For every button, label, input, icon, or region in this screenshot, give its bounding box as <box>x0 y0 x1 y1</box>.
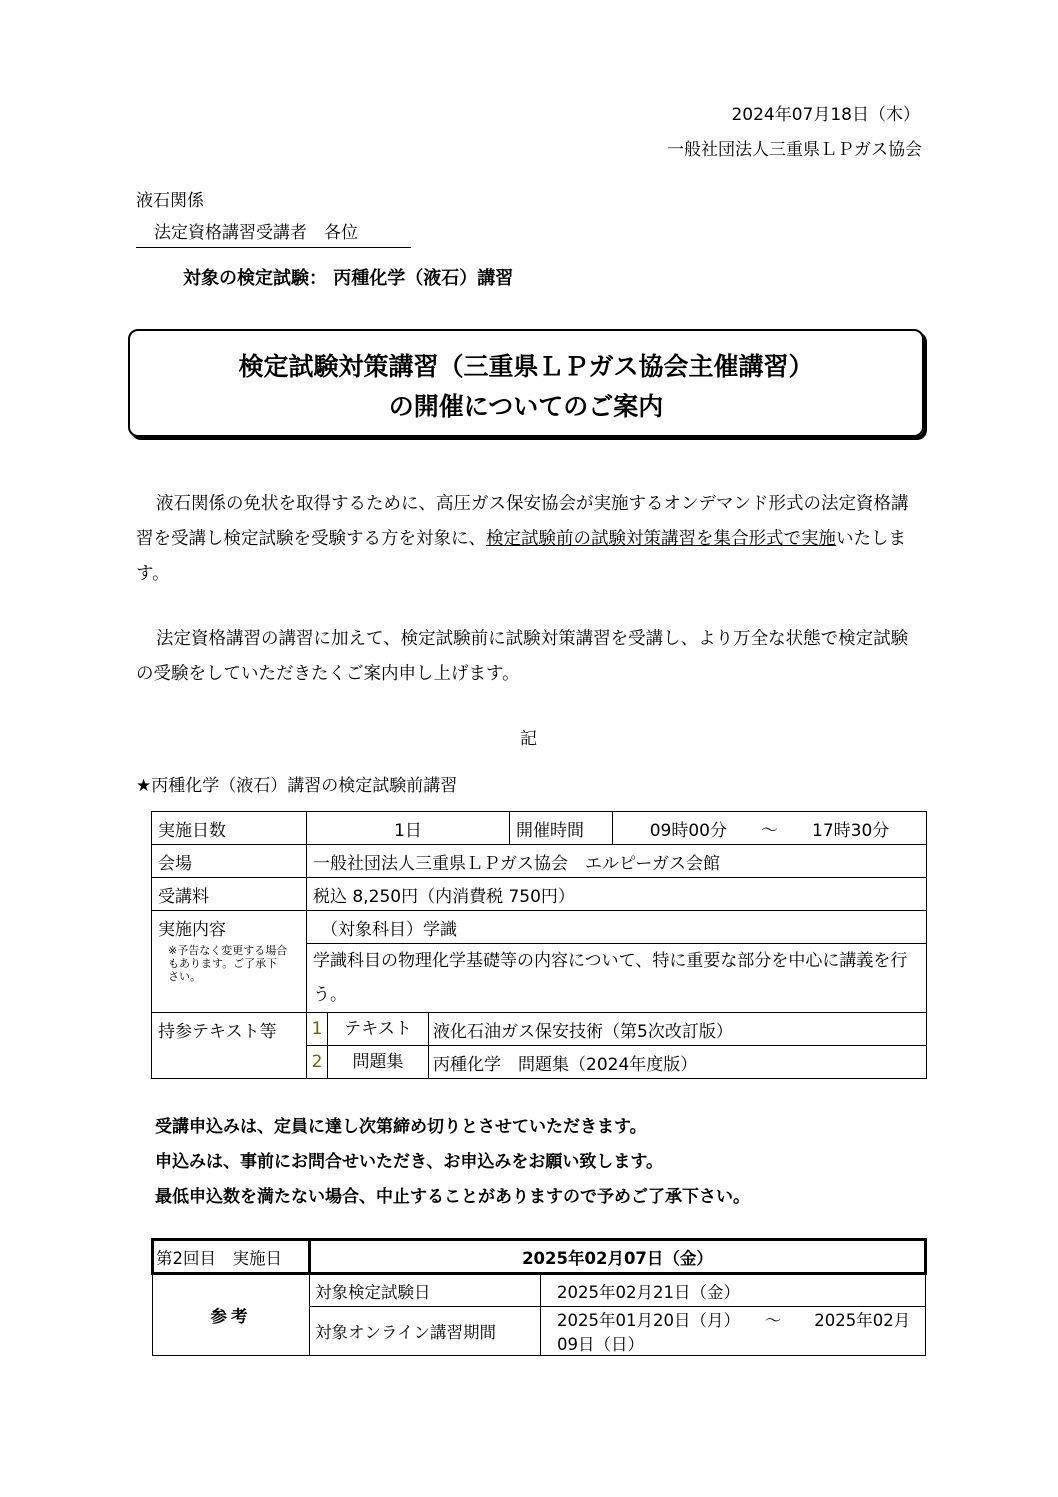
notice-line: 申込みは、事前にお問合せいただき、お申込みをお願い致します。 <box>155 1152 663 1172</box>
document-title-line1: 検定試験対策講習（三重県ＬＰガス協会主催講習） <box>238 352 814 381</box>
notice-line: 受講申込みは、定員に達し次第締め切りとさせていただきます。 <box>155 1117 647 1137</box>
recipient-category: 液石関係 <box>136 191 204 211</box>
online-period-value: 2025年01月20日（月） ～ 2025年02月09日（日） <box>541 1307 926 1356</box>
notice-line: 最低申込数を満たない場合、中止することがありますので予めご了承下さい。 <box>155 1187 750 1207</box>
texts-cell-2 <box>307 1046 927 1079</box>
online-period-label: 対象オンライン講習期間 <box>310 1307 541 1356</box>
intro-text-underlined: 検定試験前の試験対策講習を集合形式で実施 <box>486 529 836 549</box>
issuer-organization: 一般社団法人三重県ＬＰガス協会 <box>667 140 922 160</box>
issue-date: 2024年07月18日（木） <box>731 105 920 125</box>
text-item-type: テキスト <box>328 1013 429 1045</box>
table-row <box>152 845 927 878</box>
intro-paragraph <box>136 487 922 592</box>
fee-value: 税込 8,250円（内消費税 750円） <box>307 878 927 911</box>
days-label: 実施日数 <box>152 812 307 845</box>
days-value: 1日 <box>307 812 510 845</box>
document-title-box <box>128 329 924 437</box>
intro-text-a: 液石関係の免状を取得するために、高圧ガス保安協会が実施するオンデマンド形式の法定資格講習を受講し検定試験を受験する方を対象に、 <box>136 494 909 549</box>
venue-label: 会場 <box>152 845 307 878</box>
text-item-name: 丙種化学 問題集（2024年度版） <box>433 1054 698 1075</box>
content-label-cell <box>152 911 307 1013</box>
table-row <box>152 911 927 944</box>
reference-label: 参考 <box>153 1274 310 1356</box>
table-row <box>152 812 927 845</box>
intro-text-b: いたします。 <box>136 529 906 584</box>
venue-value: 一般社団法人三重県ＬＰガス協会 エルピーガス会館 <box>307 845 927 878</box>
ki-mark: 記 <box>520 729 537 749</box>
schedule-table <box>151 1238 927 1356</box>
document-title-line2: の開催についてのご案内 <box>388 392 664 421</box>
content-detail: 学識科目の物理化学基礎等の内容について、特に重要な部分を中心に講義を行う。 <box>307 944 927 1013</box>
texts-cell-1 <box>307 1013 927 1046</box>
application-notices <box>155 1110 750 1215</box>
course-details-table <box>151 811 927 1079</box>
text-item-number: 1 <box>307 1013 328 1045</box>
content-note: ※予告なく変更する場合もあります。ご了承下さい。 <box>168 944 288 983</box>
hours-label: 開催時間 <box>510 812 613 845</box>
hours-value: 09時00分 ～ 17時30分 <box>613 812 927 845</box>
content-label: 実施内容 <box>158 920 226 940</box>
section-title: ★丙種化学（液石）講習の検定試験前講習 <box>136 776 458 796</box>
session-date: 2025年02月07日（金） <box>310 1240 926 1274</box>
text-item-number: 2 <box>307 1046 328 1078</box>
recipient-addressee: 法定資格講習受講者 各位 <box>136 218 411 248</box>
table-row <box>153 1240 926 1274</box>
exam-date-value: 2025年02月21日（金） <box>541 1274 926 1307</box>
session-label: 第2回目 実施日 <box>153 1240 310 1274</box>
text-item-name: 液化石油ガス保安技術（第5次改訂版） <box>433 1021 733 1042</box>
fee-label: 受講料 <box>152 878 307 911</box>
target-exam: 対象の検定試験： 丙種化学（液石）講習 <box>183 268 514 289</box>
purpose-paragraph: 法定資格講習の講習に加えて、検定試験前に試験対策講習を受講し、より万全な状態で検定試験の受験をしていただきたくご案内申し上げます。 <box>136 629 909 684</box>
content-subject: （対象科目）学識 <box>307 911 927 944</box>
table-row <box>152 878 927 911</box>
table-row <box>152 1013 927 1046</box>
text-item-type: 問題集 <box>328 1046 429 1078</box>
texts-label: 持参テキスト等 <box>152 1013 307 1079</box>
table-row <box>153 1274 926 1307</box>
exam-date-label: 対象検定試験日 <box>310 1274 541 1307</box>
